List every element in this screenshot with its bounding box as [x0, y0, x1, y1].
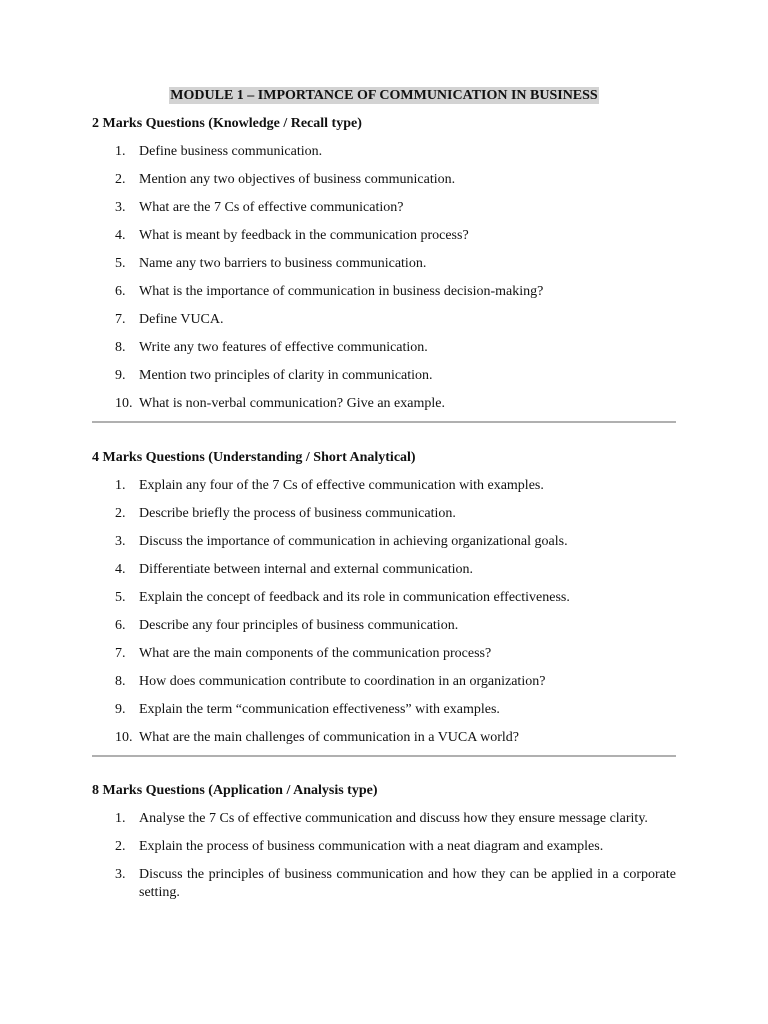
question-number: 10.	[115, 730, 133, 745]
section-4-marks	[92, 449, 676, 747]
question-text: Name any two barriers to business communication.	[139, 256, 427, 271]
list-item	[92, 866, 676, 902]
question-number: 6.	[115, 284, 126, 299]
question-text: Discuss the importance of communication in achieving organizational goals.	[139, 534, 568, 549]
question-text: Explain any four of the 7 Cs of effective communication with examples.	[139, 478, 544, 493]
question-text: What is the importance of communication in business decision-making?	[139, 284, 544, 299]
section-divider	[92, 421, 676, 423]
list-item	[92, 645, 676, 663]
question-text: What are the main challenges of communication in a VUCA world?	[139, 730, 519, 745]
section-heading: 8 Marks Questions (Application / Analysis type)	[92, 783, 378, 798]
question-text: Mention any two objectives of business communication.	[139, 172, 456, 187]
list-item	[92, 143, 676, 161]
question-text: Explain the term “communication effectiveness” with examples.	[139, 702, 500, 717]
section-divider	[92, 755, 676, 757]
list-item	[92, 505, 676, 523]
list-item	[92, 729, 676, 747]
question-text: Describe briefly the process of business communication.	[139, 506, 456, 521]
question-number: 1.	[115, 144, 126, 159]
list-item	[92, 589, 676, 607]
list-item	[92, 533, 676, 551]
question-text: Define VUCA.	[139, 312, 224, 327]
question-list	[92, 143, 676, 413]
question-text: Define business communication.	[139, 144, 323, 159]
question-number: 4.	[115, 562, 126, 577]
question-number: 2.	[115, 172, 126, 187]
question-number: 7.	[115, 312, 126, 327]
list-item	[92, 171, 676, 189]
question-text: Write any two features of effective communication.	[139, 340, 428, 355]
question-text: Mention two principles of clarity in communication.	[139, 368, 433, 383]
question-number: 10.	[115, 396, 133, 411]
question-number: 1.	[115, 811, 126, 826]
list-item	[92, 561, 676, 579]
question-number: 2.	[115, 839, 126, 854]
question-text: How does communication contribute to coordination in an organization?	[139, 674, 546, 689]
title-container	[92, 87, 676, 104]
list-item	[92, 255, 676, 273]
question-text: What are the main components of the communication process?	[139, 646, 492, 661]
question-text: What is non-verbal communication? Give an example.	[139, 396, 445, 411]
list-item	[92, 673, 676, 691]
question-number: 8.	[115, 674, 126, 689]
section-heading: 2 Marks Questions (Knowledge / Recall type)	[92, 116, 362, 131]
question-number: 5.	[115, 256, 126, 271]
question-text: Differentiate between internal and external communication.	[139, 562, 474, 577]
question-text: Explain the process of business communication with a neat diagram and examples.	[139, 839, 604, 854]
question-number: 9.	[115, 368, 126, 383]
list-item	[92, 617, 676, 635]
question-number: 7.	[115, 646, 126, 661]
question-text: Discuss the principles of business communication and how they can be applied in a corporate setting.	[139, 867, 676, 900]
section-8-marks	[92, 782, 676, 902]
list-item	[92, 477, 676, 495]
question-list	[92, 477, 676, 747]
question-number: 3.	[115, 534, 126, 549]
list-item	[92, 810, 676, 828]
question-number: 3.	[115, 867, 126, 882]
list-item	[92, 311, 676, 329]
question-text: Explain the concept of feedback and its role in communication effectiveness.	[139, 590, 570, 605]
section-2-marks	[92, 115, 676, 413]
question-number: 8.	[115, 340, 126, 355]
list-item	[92, 199, 676, 217]
question-number: 1.	[115, 478, 126, 493]
question-text: Describe any four principles of business communication.	[139, 618, 459, 633]
question-number: 9.	[115, 702, 126, 717]
question-number: 5.	[115, 590, 126, 605]
question-text: What are the 7 Cs of effective communication?	[139, 200, 404, 215]
question-list	[92, 810, 676, 902]
list-item	[92, 395, 676, 413]
section-heading: 4 Marks Questions (Understanding / Short Analytical)	[92, 450, 416, 465]
list-item	[92, 283, 676, 301]
list-item	[92, 339, 676, 357]
question-text: What is meant by feedback in the communication process?	[139, 228, 469, 243]
list-item	[92, 367, 676, 385]
question-number: 4.	[115, 228, 126, 243]
module-title: MODULE 1 – IMPORTANCE OF COMMUNICATION IN BUSINESS	[170, 88, 598, 103]
question-number: 3.	[115, 200, 126, 215]
list-item	[92, 838, 676, 856]
question-number: 2.	[115, 506, 126, 521]
question-number: 6.	[115, 618, 126, 633]
list-item	[92, 227, 676, 245]
list-item	[92, 701, 676, 719]
question-text: Analyse the 7 Cs of effective communication and discuss how they ensure message clarity.	[139, 811, 648, 826]
